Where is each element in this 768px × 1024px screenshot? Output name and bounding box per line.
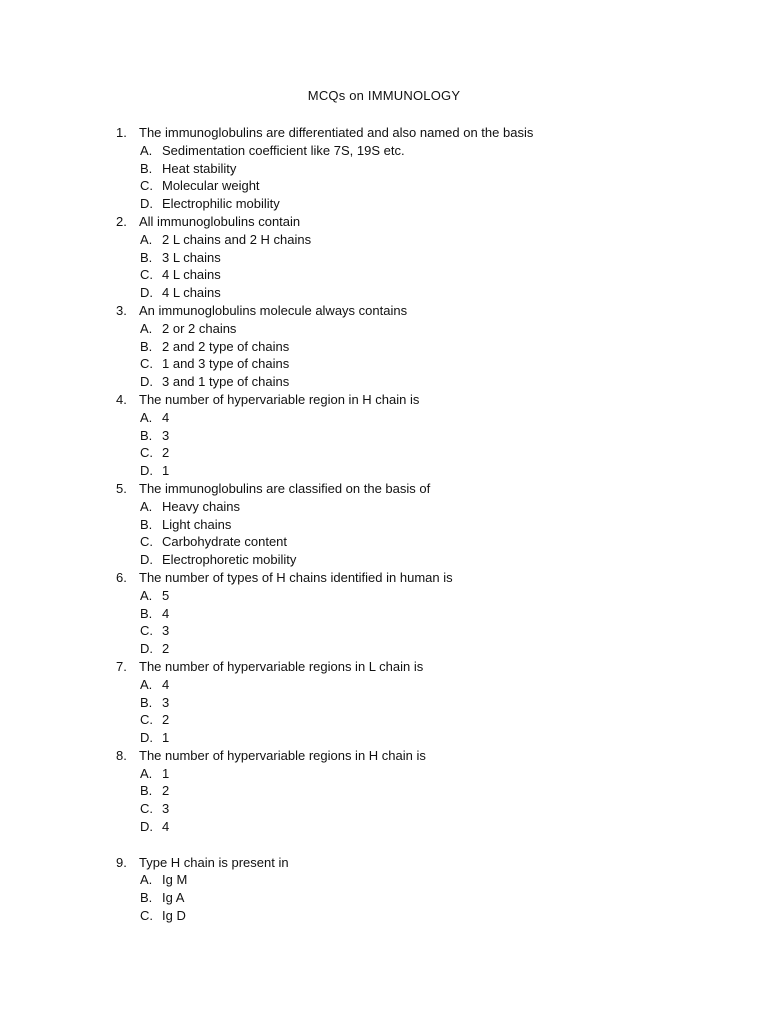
question-line xyxy=(0,569,768,587)
option-text: 5 xyxy=(162,587,170,603)
answer-option xyxy=(0,409,768,427)
option-text: 2 or 2 chains xyxy=(162,320,237,336)
option-text: 1 xyxy=(162,730,170,746)
question-text: An immunoglobulins molecule always contains xyxy=(139,302,408,318)
answer-option xyxy=(0,355,768,373)
answer-option xyxy=(0,142,768,160)
option-text: Molecular weight xyxy=(162,178,260,194)
question-item xyxy=(0,480,768,569)
answer-option xyxy=(0,498,768,516)
page-title: MCQs on IMMUNOLOGY xyxy=(307,88,461,103)
option-text: 1 xyxy=(162,463,170,479)
option-letter: D. xyxy=(140,552,153,568)
option-text: Ig D xyxy=(162,908,186,924)
option-text: 3 xyxy=(162,694,170,710)
option-text: 1 xyxy=(162,765,170,781)
answer-option xyxy=(0,587,768,605)
answer-option xyxy=(0,462,768,480)
option-letter: D. xyxy=(140,374,153,390)
answer-option xyxy=(0,533,768,551)
question-item xyxy=(0,747,768,836)
question-item xyxy=(0,302,768,391)
option-text: 4 xyxy=(162,819,170,835)
option-letter: B. xyxy=(140,160,153,176)
option-letter: B. xyxy=(140,694,153,710)
option-letter: B. xyxy=(140,783,153,799)
option-text: 2 xyxy=(162,445,170,461)
answer-option xyxy=(0,800,768,818)
option-text: 3 and 1 type of chains xyxy=(162,374,290,390)
option-letter: C. xyxy=(140,534,153,550)
answer-option xyxy=(0,871,768,889)
question-number: 3. xyxy=(116,302,127,318)
answer-option xyxy=(0,907,768,925)
answer-option xyxy=(0,444,768,462)
answer-option xyxy=(0,373,768,391)
answer-option xyxy=(0,729,768,747)
option-letter: B. xyxy=(140,338,153,354)
blank-line xyxy=(0,836,768,854)
option-text: 2 xyxy=(162,783,170,799)
option-letter: B. xyxy=(140,605,153,621)
option-letter: B. xyxy=(140,249,153,265)
option-text: Electrophilic mobility xyxy=(162,196,280,212)
option-letter: C. xyxy=(140,623,153,639)
option-letter: C. xyxy=(140,178,153,194)
option-letter: D. xyxy=(140,730,153,746)
option-text: Heat stability xyxy=(162,160,237,176)
option-letter: C. xyxy=(140,356,153,372)
option-text: Carbohydrate content xyxy=(162,534,288,550)
question-item xyxy=(0,124,768,213)
question-number: 6. xyxy=(116,569,127,585)
answer-option xyxy=(0,338,768,356)
question-list xyxy=(0,124,768,925)
option-letter: A. xyxy=(140,409,153,425)
answer-option xyxy=(0,320,768,338)
option-text: Ig M xyxy=(162,872,188,888)
option-letter: D. xyxy=(140,641,153,657)
option-letter: C. xyxy=(140,267,153,283)
option-text: 2 and 2 type of chains xyxy=(162,338,290,354)
option-text: Electrophoretic mobility xyxy=(162,552,297,568)
option-text: 2 L chains and 2 H chains xyxy=(162,231,312,247)
option-text: 3 xyxy=(162,427,170,443)
option-text: 2 xyxy=(162,712,170,728)
option-text: Light chains xyxy=(162,516,232,532)
question-line xyxy=(0,854,768,872)
answer-option xyxy=(0,516,768,534)
answer-option xyxy=(0,782,768,800)
option-text: 3 xyxy=(162,623,170,639)
answer-option xyxy=(0,605,768,623)
answer-option xyxy=(0,160,768,178)
question-item xyxy=(0,213,768,302)
option-text: 4 L chains xyxy=(162,285,221,301)
option-text: Sedimentation coefficient like 7S, 19S etc. xyxy=(162,142,405,158)
option-letter: A. xyxy=(140,872,153,888)
option-letter: D. xyxy=(140,196,153,212)
option-text: 4 xyxy=(162,605,170,621)
option-text: 1 and 3 type of chains xyxy=(162,356,290,372)
option-text: 2 xyxy=(162,641,170,657)
option-text: 4 xyxy=(162,409,170,425)
option-text: 4 xyxy=(162,676,170,692)
question-item xyxy=(0,854,768,925)
option-letter: B. xyxy=(140,516,153,532)
option-text: 4 L chains xyxy=(162,267,221,283)
option-letter: A. xyxy=(140,498,153,514)
answer-option xyxy=(0,889,768,907)
option-letter: A. xyxy=(140,231,153,247)
question-text: The number of hypervariable regions in H chain is xyxy=(139,747,426,763)
question-line xyxy=(0,213,768,231)
option-letter: A. xyxy=(140,587,153,603)
question-number: 9. xyxy=(116,854,127,870)
option-letter: C. xyxy=(140,801,153,817)
answer-option xyxy=(0,195,768,213)
option-letter: A. xyxy=(140,320,153,336)
question-number: 2. xyxy=(116,213,127,229)
option-letter: D. xyxy=(140,819,153,835)
option-letter: C. xyxy=(140,908,153,924)
question-item xyxy=(0,569,768,658)
question-text: The number of hypervariable regions in L chain is xyxy=(139,658,424,674)
question-text: Type H chain is present in xyxy=(139,854,289,870)
answer-option xyxy=(0,231,768,249)
answer-option xyxy=(0,249,768,267)
option-text: Ig A xyxy=(162,890,185,906)
question-number: 5. xyxy=(116,480,127,496)
question-item xyxy=(0,391,768,480)
option-text: 3 L chains xyxy=(162,249,221,265)
option-letter: C. xyxy=(140,445,153,461)
question-number: 4. xyxy=(116,391,127,407)
option-letter: A. xyxy=(140,765,153,781)
option-letter: A. xyxy=(140,676,153,692)
question-number: 8. xyxy=(116,747,127,763)
question-text: The number of hypervariable region in H chain is xyxy=(139,391,420,407)
answer-option xyxy=(0,266,768,284)
question-item xyxy=(0,658,768,747)
question-line xyxy=(0,747,768,765)
question-number: 1. xyxy=(116,125,127,140)
question-line xyxy=(0,658,768,676)
option-text: 3 xyxy=(162,801,170,817)
answer-option xyxy=(0,765,768,783)
option-letter: A. xyxy=(140,142,153,158)
answer-option xyxy=(0,622,768,640)
option-letter: B. xyxy=(140,890,153,906)
question-line xyxy=(0,480,768,498)
answer-option xyxy=(0,676,768,694)
answer-option xyxy=(0,694,768,712)
option-letter: D. xyxy=(140,463,153,479)
question-text: All immunoglobulins contain xyxy=(139,213,301,229)
question-text: The immunoglobulins are differentiated and also named on the basis xyxy=(139,125,534,140)
answer-option xyxy=(0,818,768,836)
option-letter: C. xyxy=(140,712,153,728)
option-letter: D. xyxy=(140,285,153,301)
answer-option xyxy=(0,640,768,658)
answer-option xyxy=(0,177,768,195)
answer-option xyxy=(0,711,768,729)
answer-option xyxy=(0,551,768,569)
question-line xyxy=(0,124,768,142)
question-line xyxy=(0,302,768,320)
question-line xyxy=(0,391,768,409)
question-number: 7. xyxy=(116,658,127,674)
question-text: The number of types of H chains identified in human is xyxy=(139,569,453,585)
answer-option xyxy=(0,427,768,445)
option-text: Heavy chains xyxy=(162,498,241,514)
question-text: The immunoglobulins are classified on the basis of xyxy=(139,480,431,496)
option-letter: B. xyxy=(140,427,153,443)
answer-option xyxy=(0,284,768,302)
